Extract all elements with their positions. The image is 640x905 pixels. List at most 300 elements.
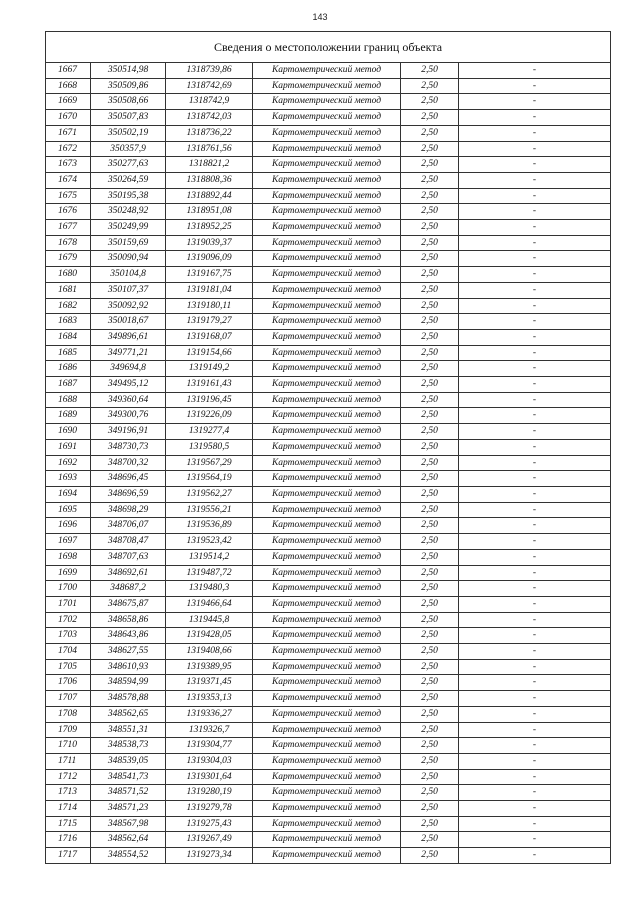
accuracy-cell: 2,50 — [401, 848, 459, 864]
table-row — [46, 110, 611, 126]
x-coordinate-cell: 349896,61 — [91, 329, 166, 345]
accuracy-cell: 2,50 — [401, 125, 459, 141]
accuracy-cell: 2,50 — [401, 377, 459, 393]
point-number-cell: 1714 — [46, 801, 91, 817]
y-coordinate-cell: 1319428,05 — [166, 628, 253, 644]
y-coordinate-cell: 1319466,64 — [166, 596, 253, 612]
y-coordinate-cell: 1319408,66 — [166, 644, 253, 660]
table-row — [46, 644, 611, 660]
point-number-cell: 1712 — [46, 769, 91, 785]
point-number-cell: 1706 — [46, 675, 91, 691]
point-number-cell: 1709 — [46, 722, 91, 738]
y-coordinate-cell: 1319580,5 — [166, 439, 253, 455]
description-cell: - — [459, 392, 611, 408]
table-title: Сведения о местоположении границ объекта — [46, 32, 611, 63]
x-coordinate-cell: 348594,99 — [91, 675, 166, 691]
method-cell: Картометрический метод — [253, 282, 401, 298]
y-coordinate-cell: 1319336,27 — [166, 706, 253, 722]
accuracy-cell: 2,50 — [401, 361, 459, 377]
x-coordinate-cell: 349694,8 — [91, 361, 166, 377]
method-cell: Картометрический метод — [253, 188, 401, 204]
table-row — [46, 282, 611, 298]
x-coordinate-cell: 349196,91 — [91, 424, 166, 440]
y-coordinate-cell: 1318808,36 — [166, 172, 253, 188]
y-coordinate-cell: 1319279,78 — [166, 801, 253, 817]
point-number-cell: 1695 — [46, 502, 91, 518]
y-coordinate-cell: 1319226,09 — [166, 408, 253, 424]
point-number-cell: 1691 — [46, 439, 91, 455]
accuracy-cell: 2,50 — [401, 801, 459, 817]
method-cell: Картометрический метод — [253, 738, 401, 754]
description-cell: - — [459, 644, 611, 660]
table-row — [46, 612, 611, 628]
point-number-cell: 1696 — [46, 518, 91, 534]
y-coordinate-cell: 1319275,43 — [166, 816, 253, 832]
x-coordinate-cell: 350090,94 — [91, 251, 166, 267]
point-number-cell: 1693 — [46, 471, 91, 487]
accuracy-cell: 2,50 — [401, 314, 459, 330]
description-cell: - — [459, 439, 611, 455]
method-cell: Картометрический метод — [253, 675, 401, 691]
accuracy-cell: 2,50 — [401, 549, 459, 565]
description-cell: - — [459, 361, 611, 377]
method-cell: Картометрический метод — [253, 408, 401, 424]
description-cell: - — [459, 78, 611, 94]
x-coordinate-cell: 348643,86 — [91, 628, 166, 644]
method-cell: Картометрический метод — [253, 298, 401, 314]
point-number-cell: 1670 — [46, 110, 91, 126]
point-number-cell: 1672 — [46, 141, 91, 157]
point-number-cell: 1673 — [46, 157, 91, 173]
description-cell: - — [459, 204, 611, 220]
y-coordinate-cell: 1319556,21 — [166, 502, 253, 518]
point-number-cell: 1677 — [46, 220, 91, 236]
accuracy-cell: 2,50 — [401, 157, 459, 173]
method-cell: Картометрический метод — [253, 361, 401, 377]
point-number-cell: 1700 — [46, 581, 91, 597]
table-row — [46, 722, 611, 738]
accuracy-cell: 2,50 — [401, 267, 459, 283]
method-cell: Картометрический метод — [253, 377, 401, 393]
accuracy-cell: 2,50 — [401, 220, 459, 236]
table-row — [46, 832, 611, 848]
description-cell: - — [459, 502, 611, 518]
description-cell: - — [459, 408, 611, 424]
method-cell: Картометрический метод — [253, 612, 401, 628]
method-cell: Картометрический метод — [253, 549, 401, 565]
y-coordinate-cell: 1319039,37 — [166, 235, 253, 251]
y-coordinate-cell: 1318821,2 — [166, 157, 253, 173]
x-coordinate-cell: 348696,45 — [91, 471, 166, 487]
method-cell: Картометрический метод — [253, 329, 401, 345]
table-row — [46, 377, 611, 393]
y-coordinate-cell: 1318739,86 — [166, 63, 253, 79]
description-cell: - — [459, 157, 611, 173]
accuracy-cell: 2,50 — [401, 644, 459, 660]
table-row — [46, 675, 611, 691]
y-coordinate-cell: 1319180,11 — [166, 298, 253, 314]
method-cell: Картометрический метод — [253, 110, 401, 126]
table-row — [46, 502, 611, 518]
point-number-cell: 1681 — [46, 282, 91, 298]
description-cell: - — [459, 471, 611, 487]
method-cell: Картометрический метод — [253, 251, 401, 267]
method-cell: Картометрический метод — [253, 565, 401, 581]
point-number-cell: 1699 — [46, 565, 91, 581]
method-cell: Картометрический метод — [253, 94, 401, 110]
description-cell: - — [459, 424, 611, 440]
method-cell: Картометрический метод — [253, 345, 401, 361]
method-cell: Картометрический метод — [253, 801, 401, 817]
x-coordinate-cell: 350277,63 — [91, 157, 166, 173]
description-cell: - — [459, 298, 611, 314]
description-cell: - — [459, 251, 611, 267]
table-row — [46, 188, 611, 204]
point-number-cell: 1675 — [46, 188, 91, 204]
accuracy-cell: 2,50 — [401, 329, 459, 345]
table-row — [46, 628, 611, 644]
y-coordinate-cell: 1319562,27 — [166, 486, 253, 502]
method-cell: Картометрический метод — [253, 78, 401, 94]
accuracy-cell: 2,50 — [401, 408, 459, 424]
description-cell: - — [459, 534, 611, 550]
description-cell: - — [459, 785, 611, 801]
description-cell: - — [459, 125, 611, 141]
x-coordinate-cell: 350092,92 — [91, 298, 166, 314]
method-cell: Картометрический метод — [253, 267, 401, 283]
point-number-cell: 1715 — [46, 816, 91, 832]
point-number-cell: 1703 — [46, 628, 91, 644]
accuracy-cell: 2,50 — [401, 596, 459, 612]
method-cell: Картометрический метод — [253, 848, 401, 864]
description-cell: - — [459, 581, 611, 597]
y-coordinate-cell: 1319487,72 — [166, 565, 253, 581]
y-coordinate-cell: 1319445,8 — [166, 612, 253, 628]
y-coordinate-cell: 1319304,03 — [166, 753, 253, 769]
y-coordinate-cell: 1319304,77 — [166, 738, 253, 754]
method-cell: Картометрический метод — [253, 471, 401, 487]
method-cell: Картометрический метод — [253, 596, 401, 612]
description-cell: - — [459, 377, 611, 393]
y-coordinate-cell: 1319536,89 — [166, 518, 253, 534]
description-cell: - — [459, 769, 611, 785]
table-row — [46, 486, 611, 502]
description-cell: - — [459, 565, 611, 581]
point-number-cell: 1678 — [46, 235, 91, 251]
description-cell: - — [459, 738, 611, 754]
table-row — [46, 816, 611, 832]
description-cell: - — [459, 63, 611, 79]
page-number: 143 — [312, 12, 328, 22]
y-coordinate-cell: 1319326,7 — [166, 722, 253, 738]
method-cell: Картометрический метод — [253, 518, 401, 534]
accuracy-cell: 2,50 — [401, 251, 459, 267]
accuracy-cell: 2,50 — [401, 141, 459, 157]
method-cell: Картометрический метод — [253, 235, 401, 251]
x-coordinate-cell: 348567,98 — [91, 816, 166, 832]
x-coordinate-cell: 348578,88 — [91, 691, 166, 707]
y-coordinate-cell: 1319564,19 — [166, 471, 253, 487]
method-cell: Картометрический метод — [253, 157, 401, 173]
accuracy-cell: 2,50 — [401, 345, 459, 361]
description-cell: - — [459, 628, 611, 644]
accuracy-cell: 2,50 — [401, 534, 459, 550]
y-coordinate-cell: 1319301,64 — [166, 769, 253, 785]
x-coordinate-cell: 350508,66 — [91, 94, 166, 110]
table-row — [46, 769, 611, 785]
table-row — [46, 125, 611, 141]
accuracy-cell: 2,50 — [401, 471, 459, 487]
method-cell: Картометрический метод — [253, 691, 401, 707]
table-row — [46, 329, 611, 345]
point-number-cell: 1711 — [46, 753, 91, 769]
table-row — [46, 235, 611, 251]
description-cell: - — [459, 659, 611, 675]
y-coordinate-cell: 1319168,07 — [166, 329, 253, 345]
description-cell: - — [459, 345, 611, 361]
description-cell: - — [459, 141, 611, 157]
point-number-cell: 1701 — [46, 596, 91, 612]
y-coordinate-cell: 1318736,22 — [166, 125, 253, 141]
method-cell: Картометрический метод — [253, 753, 401, 769]
accuracy-cell: 2,50 — [401, 785, 459, 801]
point-number-cell: 1685 — [46, 345, 91, 361]
table-row — [46, 220, 611, 236]
point-number-cell: 1667 — [46, 63, 91, 79]
x-coordinate-cell: 348554,52 — [91, 848, 166, 864]
description-cell: - — [459, 612, 611, 628]
y-coordinate-cell: 1318761,56 — [166, 141, 253, 157]
point-number-cell: 1713 — [46, 785, 91, 801]
x-coordinate-cell: 348675,87 — [91, 596, 166, 612]
y-coordinate-cell: 1318742,69 — [166, 78, 253, 94]
method-cell: Картометрический метод — [253, 220, 401, 236]
point-number-cell: 1671 — [46, 125, 91, 141]
accuracy-cell: 2,50 — [401, 502, 459, 518]
x-coordinate-cell: 349360,64 — [91, 392, 166, 408]
y-coordinate-cell: 1319167,75 — [166, 267, 253, 283]
description-cell: - — [459, 329, 611, 345]
description-cell: - — [459, 235, 611, 251]
accuracy-cell: 2,50 — [401, 298, 459, 314]
x-coordinate-cell: 348539,05 — [91, 753, 166, 769]
point-number-cell: 1708 — [46, 706, 91, 722]
point-number-cell: 1683 — [46, 314, 91, 330]
y-coordinate-cell: 1318952,25 — [166, 220, 253, 236]
point-number-cell: 1710 — [46, 738, 91, 754]
method-cell: Картометрический метод — [253, 392, 401, 408]
x-coordinate-cell: 348730,73 — [91, 439, 166, 455]
table-row — [46, 251, 611, 267]
table-row — [46, 204, 611, 220]
accuracy-cell: 2,50 — [401, 659, 459, 675]
accuracy-cell: 2,50 — [401, 518, 459, 534]
description-cell: - — [459, 596, 611, 612]
point-number-cell: 1717 — [46, 848, 91, 864]
y-coordinate-cell: 1319280,19 — [166, 785, 253, 801]
description-cell: - — [459, 832, 611, 848]
table-row — [46, 596, 611, 612]
accuracy-cell: 2,50 — [401, 63, 459, 79]
description-cell: - — [459, 172, 611, 188]
x-coordinate-cell: 350514,98 — [91, 63, 166, 79]
description-cell: - — [459, 94, 611, 110]
point-number-cell: 1687 — [46, 377, 91, 393]
description-cell: - — [459, 314, 611, 330]
y-coordinate-cell: 1319179,27 — [166, 314, 253, 330]
x-coordinate-cell: 349495,12 — [91, 377, 166, 393]
x-coordinate-cell: 348571,23 — [91, 801, 166, 817]
description-cell: - — [459, 801, 611, 817]
point-number-cell: 1668 — [46, 78, 91, 94]
x-coordinate-cell: 348708,47 — [91, 534, 166, 550]
table-row — [46, 392, 611, 408]
description-cell: - — [459, 691, 611, 707]
y-coordinate-cell: 1319273,34 — [166, 848, 253, 864]
point-number-cell: 1694 — [46, 486, 91, 502]
y-coordinate-cell: 1319181,04 — [166, 282, 253, 298]
method-cell: Картометрический метод — [253, 204, 401, 220]
x-coordinate-cell: 350195,38 — [91, 188, 166, 204]
point-number-cell: 1704 — [46, 644, 91, 660]
description-cell: - — [459, 816, 611, 832]
description-cell: - — [459, 722, 611, 738]
x-coordinate-cell: 348562,65 — [91, 706, 166, 722]
y-coordinate-cell: 1319480,3 — [166, 581, 253, 597]
y-coordinate-cell: 1319277,4 — [166, 424, 253, 440]
point-number-cell: 1688 — [46, 392, 91, 408]
x-coordinate-cell: 350107,37 — [91, 282, 166, 298]
table-row — [46, 78, 611, 94]
y-coordinate-cell: 1319096,09 — [166, 251, 253, 267]
table-row — [46, 345, 611, 361]
table-row — [46, 518, 611, 534]
x-coordinate-cell: 348627,55 — [91, 644, 166, 660]
y-coordinate-cell: 1318742,03 — [166, 110, 253, 126]
table-row — [46, 659, 611, 675]
accuracy-cell: 2,50 — [401, 486, 459, 502]
table-row — [46, 439, 611, 455]
x-coordinate-cell: 348687,2 — [91, 581, 166, 597]
accuracy-cell: 2,50 — [401, 282, 459, 298]
description-cell: - — [459, 486, 611, 502]
method-cell: Картометрический метод — [253, 141, 401, 157]
description-cell: - — [459, 267, 611, 283]
x-coordinate-cell: 350249,99 — [91, 220, 166, 236]
table-row — [46, 361, 611, 377]
accuracy-cell: 2,50 — [401, 675, 459, 691]
table-row — [46, 549, 611, 565]
point-number-cell: 1684 — [46, 329, 91, 345]
table-row — [46, 141, 611, 157]
description-cell: - — [459, 549, 611, 565]
table-row — [46, 424, 611, 440]
y-coordinate-cell: 1319567,29 — [166, 455, 253, 471]
method-cell: Картометрический метод — [253, 581, 401, 597]
table-row — [46, 267, 611, 283]
accuracy-cell: 2,50 — [401, 581, 459, 597]
y-coordinate-cell: 1319389,95 — [166, 659, 253, 675]
x-coordinate-cell: 348700,32 — [91, 455, 166, 471]
method-cell: Картометрический метод — [253, 706, 401, 722]
description-cell: - — [459, 706, 611, 722]
accuracy-cell: 2,50 — [401, 455, 459, 471]
description-cell: - — [459, 188, 611, 204]
x-coordinate-cell: 350507,83 — [91, 110, 166, 126]
table-row — [46, 785, 611, 801]
method-cell: Картометрический метод — [253, 628, 401, 644]
accuracy-cell: 2,50 — [401, 722, 459, 738]
y-coordinate-cell: 1319154,66 — [166, 345, 253, 361]
point-number-cell: 1679 — [46, 251, 91, 267]
point-number-cell: 1689 — [46, 408, 91, 424]
method-cell: Картометрический метод — [253, 722, 401, 738]
accuracy-cell: 2,50 — [401, 753, 459, 769]
x-coordinate-cell: 348698,29 — [91, 502, 166, 518]
y-coordinate-cell: 1319149,2 — [166, 361, 253, 377]
x-coordinate-cell: 349771,21 — [91, 345, 166, 361]
description-cell: - — [459, 282, 611, 298]
accuracy-cell: 2,50 — [401, 392, 459, 408]
y-coordinate-cell: 1319161,43 — [166, 377, 253, 393]
x-coordinate-cell: 348707,63 — [91, 549, 166, 565]
accuracy-cell: 2,50 — [401, 612, 459, 628]
method-cell: Картометрический метод — [253, 644, 401, 660]
x-coordinate-cell: 348562,64 — [91, 832, 166, 848]
y-coordinate-cell: 1319267,49 — [166, 832, 253, 848]
method-cell: Картометрический метод — [253, 534, 401, 550]
table-row — [46, 801, 611, 817]
accuracy-cell: 2,50 — [401, 565, 459, 581]
point-number-cell: 1697 — [46, 534, 91, 550]
table-row — [46, 408, 611, 424]
accuracy-cell: 2,50 — [401, 439, 459, 455]
table-row — [46, 157, 611, 173]
table-row — [46, 691, 611, 707]
table-row — [46, 298, 611, 314]
method-cell: Картометрический метод — [253, 455, 401, 471]
point-number-cell: 1674 — [46, 172, 91, 188]
method-cell: Картометрический метод — [253, 769, 401, 785]
boundary-table — [45, 31, 610, 864]
table-row — [46, 471, 611, 487]
y-coordinate-cell: 1319353,13 — [166, 691, 253, 707]
x-coordinate-cell: 350248,92 — [91, 204, 166, 220]
description-cell: - — [459, 848, 611, 864]
description-cell: - — [459, 455, 611, 471]
accuracy-cell: 2,50 — [401, 110, 459, 126]
x-coordinate-cell: 350104,8 — [91, 267, 166, 283]
point-number-cell: 1686 — [46, 361, 91, 377]
method-cell: Картометрический метод — [253, 816, 401, 832]
accuracy-cell: 2,50 — [401, 204, 459, 220]
accuracy-cell: 2,50 — [401, 738, 459, 754]
accuracy-cell: 2,50 — [401, 172, 459, 188]
accuracy-cell: 2,50 — [401, 94, 459, 110]
point-number-cell: 1676 — [46, 204, 91, 220]
point-number-cell: 1698 — [46, 549, 91, 565]
method-cell: Картометрический метод — [253, 314, 401, 330]
x-coordinate-cell: 348658,86 — [91, 612, 166, 628]
x-coordinate-cell: 348541,73 — [91, 769, 166, 785]
x-coordinate-cell: 348610,93 — [91, 659, 166, 675]
y-coordinate-cell: 1318892,44 — [166, 188, 253, 204]
point-number-cell: 1669 — [46, 94, 91, 110]
coordinates-table — [45, 31, 611, 864]
point-number-cell: 1680 — [46, 267, 91, 283]
accuracy-cell: 2,50 — [401, 769, 459, 785]
table-row — [46, 565, 611, 581]
